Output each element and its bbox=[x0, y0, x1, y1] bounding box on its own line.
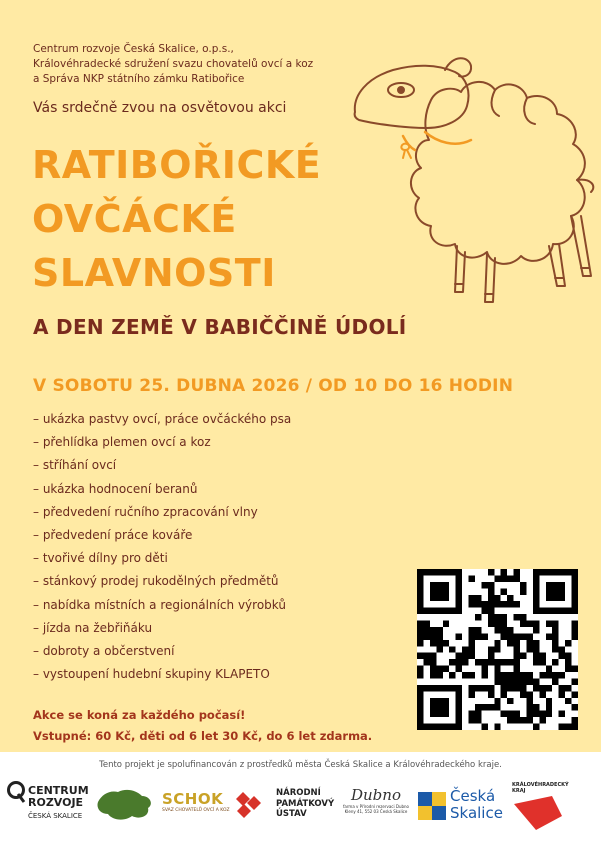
program-item: – předvedení ručního zpracování vlny bbox=[33, 504, 258, 519]
event-title bbox=[32, 138, 321, 300]
qr-code[interactable] bbox=[417, 569, 578, 730]
dubno-logo bbox=[340, 786, 412, 826]
schok-title: SCHOK bbox=[162, 790, 224, 808]
program-item: – přehlídka plemen ovcí a koz bbox=[33, 435, 211, 450]
title-line-3: SLAVNOSTI bbox=[32, 251, 276, 295]
kraj-line-2: KRAJ bbox=[512, 788, 526, 794]
program-item: – stánkový prodej rukodělných předmětů bbox=[33, 574, 279, 589]
dubno-title: Dubno bbox=[351, 786, 401, 804]
schok-subtitle: SVAZ CHOVATELŮ OVCÍ A KOZ bbox=[162, 808, 230, 813]
schok-logo bbox=[162, 790, 242, 824]
npu-line-2: PAMÁTKOVÝ bbox=[276, 798, 335, 809]
event-subtitle: A DEN ZEMĚ V BABIČČINĚ ÚDOLÍ bbox=[33, 315, 407, 339]
region-map-icon bbox=[96, 786, 154, 822]
organizer-line-2: Královéhradecké sdružení svazu chovatelů ovcí a koz bbox=[33, 58, 314, 70]
invitation-text: Vás srdečně zvou na osvětovou akci bbox=[33, 100, 287, 116]
kraj-line-1: KRÁLOVÉHRADECKÝ bbox=[512, 782, 569, 788]
kraj-shape-icon bbox=[512, 796, 564, 830]
weather-note: Akce se koná za každého počasí! bbox=[33, 708, 246, 722]
program-item: – jízda na žebřiňáku bbox=[33, 620, 153, 635]
program-list bbox=[33, 412, 291, 690]
npu-logo bbox=[234, 788, 335, 828]
organizer-line-1: Centrum rozvoje Česká Skalice, o.p.s., bbox=[33, 43, 234, 55]
centrum-line-1: CENTRUM bbox=[28, 784, 89, 797]
dubno-subtitle-2: Kleny 41, 552 03 Česká Skalice bbox=[344, 809, 408, 814]
program-item: – nabídka místních a regionálních výrobků bbox=[33, 597, 286, 612]
program-item: – ukázka pastvy ovcí, práce ovčáckého psa bbox=[33, 412, 292, 426]
title-line-1: RATIBOŘICKÉ bbox=[32, 143, 322, 187]
footer bbox=[0, 752, 601, 850]
dubno-subtitle-1: farma v Přírodní rezervaci Dubno bbox=[342, 804, 409, 809]
ceska-skalice-logo bbox=[418, 788, 510, 828]
title-line-2: OVČÁCKÉ bbox=[32, 197, 237, 241]
ceska-skalice-line-1: Česká bbox=[450, 787, 496, 805]
npu-diamonds-icon bbox=[234, 790, 270, 820]
sheep-illustration bbox=[345, 40, 601, 330]
admission-note: Vstupné: 60 Kč, děti od 6 let 30 Kč, do 6 let zdarma. bbox=[33, 729, 373, 743]
npu-line-1: NÁRODNÍ bbox=[276, 788, 321, 798]
centrum-q-icon bbox=[6, 780, 26, 804]
program-item: – tvořivé dílny pro děti bbox=[33, 551, 168, 566]
ceska-skalice-line-2: Skalice bbox=[450, 804, 503, 822]
centrum-line-3: ČESKÁ SKALICE bbox=[28, 812, 83, 820]
ceska-skalice-crest-icon bbox=[418, 792, 446, 820]
centrum-rozvoje-logo bbox=[6, 780, 96, 826]
kraj-logo bbox=[512, 782, 598, 832]
organizer-line-3: a Správa NKP státního zámku Ratibořice bbox=[33, 73, 245, 85]
npu-line-3: ÚSTAV bbox=[276, 809, 307, 819]
program-item: – stříhání ovcí bbox=[33, 458, 117, 473]
program-item: – předvedení práce kováře bbox=[33, 527, 193, 542]
centrum-line-2: ROZVOJE bbox=[28, 796, 84, 809]
event-date: V SOBOTU 25. DUBNA 2026 / OD 10 DO 16 HODIN bbox=[33, 376, 514, 396]
funding-note: Tento projekt je spolufinancován z prostředků města Česká Skalice a Královéhradeckého kraje. bbox=[99, 760, 502, 770]
program-item: – ukázka hodnocení beranů bbox=[33, 481, 198, 496]
program-item: – dobroty a občerstvení bbox=[33, 643, 175, 658]
organizers-block bbox=[33, 42, 313, 87]
program-item: – vystoupení hudební skupiny KLAPETO bbox=[33, 667, 270, 682]
